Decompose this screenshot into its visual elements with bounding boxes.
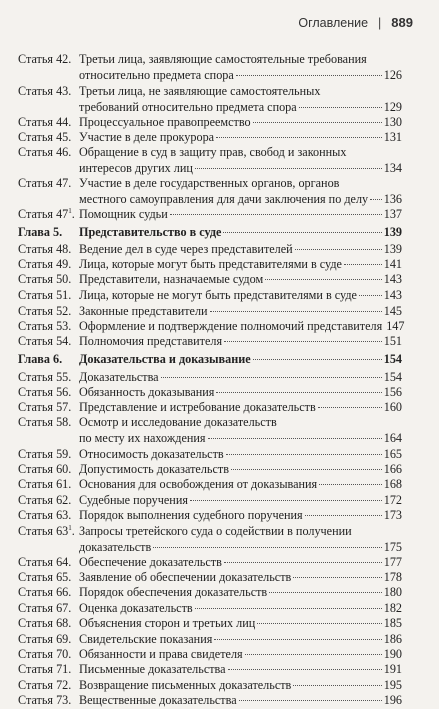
toc-entry[interactable] <box>18 176 402 207</box>
toc-entry-title: Письменные доказательства <box>79 662 226 676</box>
toc-entry-label: Статья 71. <box>18 662 72 676</box>
toc-entry[interactable] <box>18 257 402 273</box>
toc-entry-label: Статья 46. <box>18 145 72 159</box>
toc-entry-label: Статья 63. <box>18 508 72 522</box>
toc-entry-label: Статья 56. <box>18 385 72 399</box>
toc-entry[interactable] <box>18 601 402 617</box>
toc-entry-label: Статья 42. <box>18 52 72 66</box>
toc-entry-label: Статья 64. <box>18 555 72 569</box>
toc-entry-label: Статья 68. <box>18 616 72 630</box>
dot-leader <box>170 213 382 215</box>
toc-entry-label: Статья 55. <box>18 370 72 384</box>
toc-entry-title: Обеспечение доказательств <box>79 555 222 569</box>
toc-page-number: 180 <box>383 585 402 599</box>
toc-entry[interactable] <box>18 400 402 416</box>
toc-entry[interactable] <box>18 585 402 601</box>
dot-leader <box>344 263 382 265</box>
dot-leader <box>293 576 381 578</box>
toc-entry[interactable] <box>18 115 402 131</box>
toc-entry-title: местного самоуправления для дачи заключения по делу <box>79 191 369 206</box>
toc-entry-title: Представители, назначаемые судом <box>79 272 264 286</box>
toc-entry-title: Обязанности и права свидетеля <box>79 647 243 661</box>
toc-entry-label: Статья 45. <box>18 130 72 144</box>
toc-page-number: 185 <box>383 616 402 630</box>
dot-leader <box>161 376 382 378</box>
toc-entry[interactable] <box>18 304 402 320</box>
toc-page-number: 195 <box>383 678 402 692</box>
toc-page-number: 143 <box>383 272 402 286</box>
toc-page-number: 182 <box>383 601 402 615</box>
toc-entry-label: Статья 60. <box>18 462 72 476</box>
toc-entry-title: Свидетельские показания <box>79 632 213 646</box>
toc-entry-label: Статья 50. <box>18 272 72 286</box>
toc-entry-label: Статья 67. <box>18 601 72 615</box>
dot-leader <box>370 198 382 200</box>
toc-entry-label: Статья 53. <box>18 319 72 333</box>
dot-leader <box>295 248 382 250</box>
toc-page-number: 177 <box>383 555 402 569</box>
dot-leader <box>245 653 382 655</box>
toc-page-number: 186 <box>383 632 402 646</box>
dot-leader <box>216 136 382 138</box>
toc-page-number: 131 <box>383 130 402 144</box>
toc-entry[interactable] <box>18 447 402 463</box>
dot-leader <box>226 453 382 455</box>
toc-entry-label: Статья $63^1$. <box>18 524 75 539</box>
toc-entry[interactable] <box>18 524 402 555</box>
toc-entry-title: Оформление и подтверждение полномочий представителя <box>79 319 383 333</box>
toc-entry-title: Третьи лица, заявляющие самостоятельные требования <box>79 52 367 66</box>
toc-page-number: 136 <box>383 191 402 206</box>
toc-entry-title: по месту их нахождения <box>79 430 206 445</box>
toc-entry-title: Осмотр и исследование доказательств <box>79 415 277 429</box>
toc-entry[interactable] <box>18 570 402 586</box>
toc-entry[interactable] <box>18 508 402 524</box>
toc-entry-label: Статья 58. <box>18 415 72 429</box>
toc-entry-label: Статья 49. <box>18 257 72 271</box>
header-title: Оглавление <box>298 15 369 30</box>
toc-entry-title: Процессуальное правопреемство <box>79 115 251 129</box>
toc-entry-title: Порядок выполнения судебного поручения <box>79 508 303 522</box>
toc-entry-title: Вещественные доказательства <box>79 693 237 707</box>
toc-entry-title: Возвращение письменных доказательств <box>79 678 292 692</box>
dot-leader <box>253 121 382 123</box>
toc-page-number: 164 <box>383 430 402 445</box>
toc-page-number: 143 <box>383 288 402 302</box>
dot-leader <box>190 499 382 501</box>
toc-page-number: 126 <box>383 67 402 82</box>
toc-entry[interactable] <box>18 207 402 223</box>
toc-page-number: 137 <box>383 207 402 221</box>
toc-page-number: 130 <box>383 115 402 129</box>
toc-entry[interactable] <box>18 130 402 146</box>
dot-leader <box>236 74 382 76</box>
toc-entry[interactable] <box>18 242 402 258</box>
toc-page-number: 147 <box>386 319 405 333</box>
dot-leader <box>223 231 381 233</box>
dot-leader <box>239 699 382 701</box>
toc-entry-title: Обращение в суд в защиту прав, свобод и законных <box>79 145 347 159</box>
toc-entry-title: Порядок обеспечения доказательств <box>79 585 268 599</box>
toc-entry[interactable] <box>18 555 402 571</box>
toc-page-number: 173 <box>383 508 402 522</box>
toc-entry[interactable] <box>18 288 402 304</box>
toc-entry-title: Относимость доказательств <box>79 447 224 461</box>
dot-leader <box>208 437 382 439</box>
toc-entry-title: Участие в деле прокурора <box>79 130 215 144</box>
toc-page-number: 175 <box>383 539 402 554</box>
toc-entry-label: Статья 54. <box>18 334 72 348</box>
toc-entry-label: Статья 62. <box>18 493 72 507</box>
toc-entry[interactable] <box>18 477 402 493</box>
toc-entry-title: Представительство в суде <box>79 225 222 239</box>
toc-entry-label: Статья $47^1$. <box>18 207 75 222</box>
dot-leader <box>195 607 382 609</box>
toc-page-number: 145 <box>383 304 402 318</box>
toc-entry-label: Статья 73. <box>18 693 72 707</box>
dot-leader <box>257 622 381 624</box>
toc-entry-title: Запросы третейского суда о содействии в получении <box>79 524 352 538</box>
toc-page-number: 139 <box>383 242 402 256</box>
toc-entry[interactable] <box>18 616 402 632</box>
toc-entry-title: Помощник судьи <box>79 207 168 221</box>
dot-leader <box>153 546 382 548</box>
toc-page-number: 156 <box>383 385 402 399</box>
toc-entry-title: Допустимость доказательств <box>79 462 229 476</box>
toc-entry[interactable] <box>18 678 402 694</box>
toc-entry-title: относительно предмета спора <box>79 67 234 82</box>
toc-entry[interactable] <box>18 693 402 709</box>
toc-entry[interactable] <box>18 145 402 176</box>
toc-entry-label: Статья 48. <box>18 242 72 256</box>
toc-entry-label: Статья 51. <box>18 288 72 302</box>
toc-page-number: 166 <box>383 462 402 476</box>
toc-entry-label: Статья 59. <box>18 447 72 461</box>
toc-entry-label: Статья 70. <box>18 647 72 661</box>
toc-entry-label: Статья 61. <box>18 477 72 491</box>
dot-leader <box>210 310 382 312</box>
toc-page-number: 196 <box>383 693 402 707</box>
toc-page-number: 129 <box>383 99 402 114</box>
toc-entry-title: Участие в деле государственных органов, органов <box>79 176 340 190</box>
toc-entry-title: Основания для освобождения от доказывания <box>79 477 318 491</box>
toc-page-number: 141 <box>383 257 402 271</box>
running-header <box>298 15 413 30</box>
toc-page-number: 191 <box>383 662 402 676</box>
toc-entry[interactable] <box>18 84 402 115</box>
toc-page-number: 154 <box>383 370 402 384</box>
dot-leader <box>269 591 382 593</box>
toc-entry-title: Представление и истребование доказательств <box>79 400 316 414</box>
toc-entry-label: Статья 65. <box>18 570 72 584</box>
dot-leader <box>195 167 382 169</box>
toc-entry-title: Доказательства <box>79 370 159 384</box>
toc-entry[interactable] <box>18 662 402 678</box>
toc-entry-label: Глава 6. <box>18 352 63 366</box>
dot-leader <box>224 340 382 342</box>
dot-leader <box>319 483 382 485</box>
toc-entry-title: Полномочия представителя <box>79 334 223 348</box>
toc-entry[interactable] <box>18 493 402 509</box>
toc-entry-label: Статья 69. <box>18 632 72 646</box>
toc-entry-label: Статья 66. <box>18 585 72 599</box>
header-separator: | <box>378 15 382 30</box>
toc-entry-title: Ведение дел в суде через представителей <box>79 242 293 256</box>
dot-leader <box>293 684 381 686</box>
toc-entry[interactable] <box>18 272 402 288</box>
toc-entry[interactable] <box>18 319 405 335</box>
toc-page-number: 151 <box>383 334 402 348</box>
toc-entry-label: Статья 57. <box>18 400 72 414</box>
toc-entry-title: Законные представители <box>79 304 208 318</box>
toc-page-number: 160 <box>383 400 402 414</box>
dot-leader <box>214 638 381 640</box>
toc-entry-title: требований относительно предмета спора <box>79 99 297 114</box>
toc-entry-title: Лица, которые могут быть представителями в суде <box>79 257 342 271</box>
toc-chapter[interactable] <box>18 225 402 241</box>
dot-leader <box>318 406 382 408</box>
toc-page-number: 190 <box>383 647 402 661</box>
toc-entry-title: Доказательства и доказывание <box>79 352 251 366</box>
toc-entry-title: Лица, которые не могут быть представителями в суде <box>79 288 357 302</box>
toc-chapter[interactable] <box>18 352 402 368</box>
toc-page-number: 165 <box>383 447 402 461</box>
dot-leader <box>265 278 382 280</box>
toc-entry[interactable] <box>18 632 402 648</box>
toc-entry-label: Статья 72. <box>18 678 72 692</box>
toc-entry[interactable] <box>18 647 402 663</box>
toc-entry-title: Заявление об обеспечении доказательств <box>79 570 292 584</box>
page-number: 889 <box>391 15 413 30</box>
toc-entry[interactable] <box>18 334 402 350</box>
dot-leader <box>231 468 382 470</box>
toc-entry-title: Объяснения сторон и третьих лиц <box>79 616 256 630</box>
toc-entry-label: Статья 47. <box>18 176 72 190</box>
toc-entry-title: Судебные поручения <box>79 493 188 507</box>
toc-entry-label: Статья 52. <box>18 304 72 318</box>
toc-entry-superscript: 1 <box>68 207 72 215</box>
dot-leader <box>305 514 382 516</box>
toc-entry-title: Третьи лица, не заявляющие самостоятельных <box>79 84 321 98</box>
toc-entry-superscript: 1 <box>68 524 72 532</box>
toc-entry-label: Статья 43. <box>18 84 72 98</box>
dot-leader <box>216 391 381 393</box>
dot-leader <box>224 561 382 563</box>
toc-entry-title: Обязанность доказывания <box>79 385 215 399</box>
toc-entry[interactable] <box>18 370 402 386</box>
dot-leader <box>228 668 382 670</box>
toc-page-number: 134 <box>383 160 402 175</box>
toc-page-number: 168 <box>383 477 402 491</box>
toc-page-number: 172 <box>383 493 402 507</box>
dot-leader <box>359 294 382 296</box>
toc-entry-title: Оценка доказательств <box>79 601 193 615</box>
toc-entry-label: Глава 5. <box>18 225 63 239</box>
toc-page-number: 154 <box>383 352 402 366</box>
toc-entry-title: доказательств <box>79 539 152 554</box>
toc-entry[interactable] <box>18 385 402 401</box>
dot-leader <box>299 106 382 108</box>
toc-entry[interactable] <box>18 415 402 446</box>
dot-leader <box>253 358 382 360</box>
toc-entry-label: Статья 44. <box>18 115 72 129</box>
toc-entry[interactable] <box>18 462 402 478</box>
toc-entry-title: интересов других лиц <box>79 160 193 175</box>
toc-page-number: 178 <box>383 570 402 584</box>
toc-entry[interactable] <box>18 52 402 83</box>
toc-page-number: 139 <box>383 225 402 239</box>
